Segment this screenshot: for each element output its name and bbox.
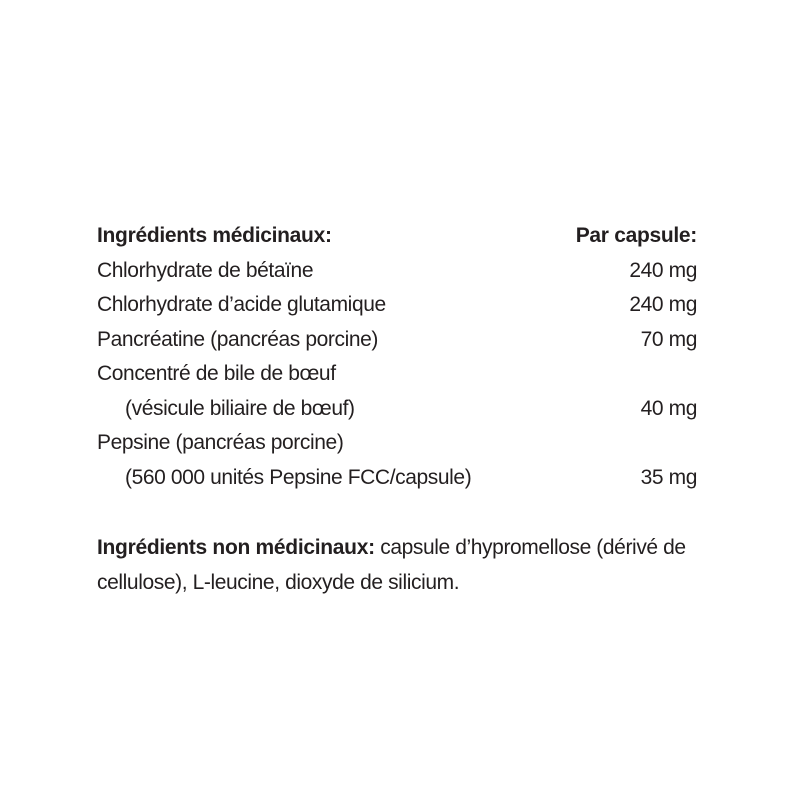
per-capsule-heading: Par capsule: [575,224,697,247]
ingredient-amount: 35 mg [640,465,697,489]
table-row [97,392,697,427]
ingredient-name: Chlorhydrate d’acide glutamique [97,293,386,316]
ingredient-name: Pepsine (pancréas porcine) [97,431,344,454]
ingredient-name: Concentré de bile de bœuf [97,362,336,385]
non-medicinal-text: capsule d’hypromellose (dérivé de cellulose), L-leucine, dioxyde de silicium. [97,536,686,594]
ingredient-amount: 70 mg [640,327,697,351]
non-medicinal-heading: Ingrédients non médicinaux: [97,536,375,559]
ingredient-source: (vésicule biliaire de bœuf) [125,396,355,420]
ingredient-name: Chlorhydrate de bétaïne [97,258,314,282]
ingredients-panel [97,219,707,600]
table-row [97,323,697,358]
ingredient-amount: 40 mg [640,396,697,420]
table-row [97,288,697,323]
table-row [97,426,697,461]
table-row [97,254,697,289]
ingredient-source: (560 000 unités Pepsine FCC/capsule) [125,465,472,489]
ingredient-name: Pancréatine (pancréas porcine) [97,327,378,351]
table-header-row [97,219,697,254]
non-medicinal-ingredients [97,530,709,600]
medicinal-ingredients-table [97,219,697,495]
medicinal-ingredients-heading: Ingrédients médicinaux: [97,224,332,247]
ingredient-amount: 240 mg [629,293,697,316]
table-row [97,461,697,496]
ingredient-amount: 240 mg [629,258,697,282]
table-row [97,357,697,392]
